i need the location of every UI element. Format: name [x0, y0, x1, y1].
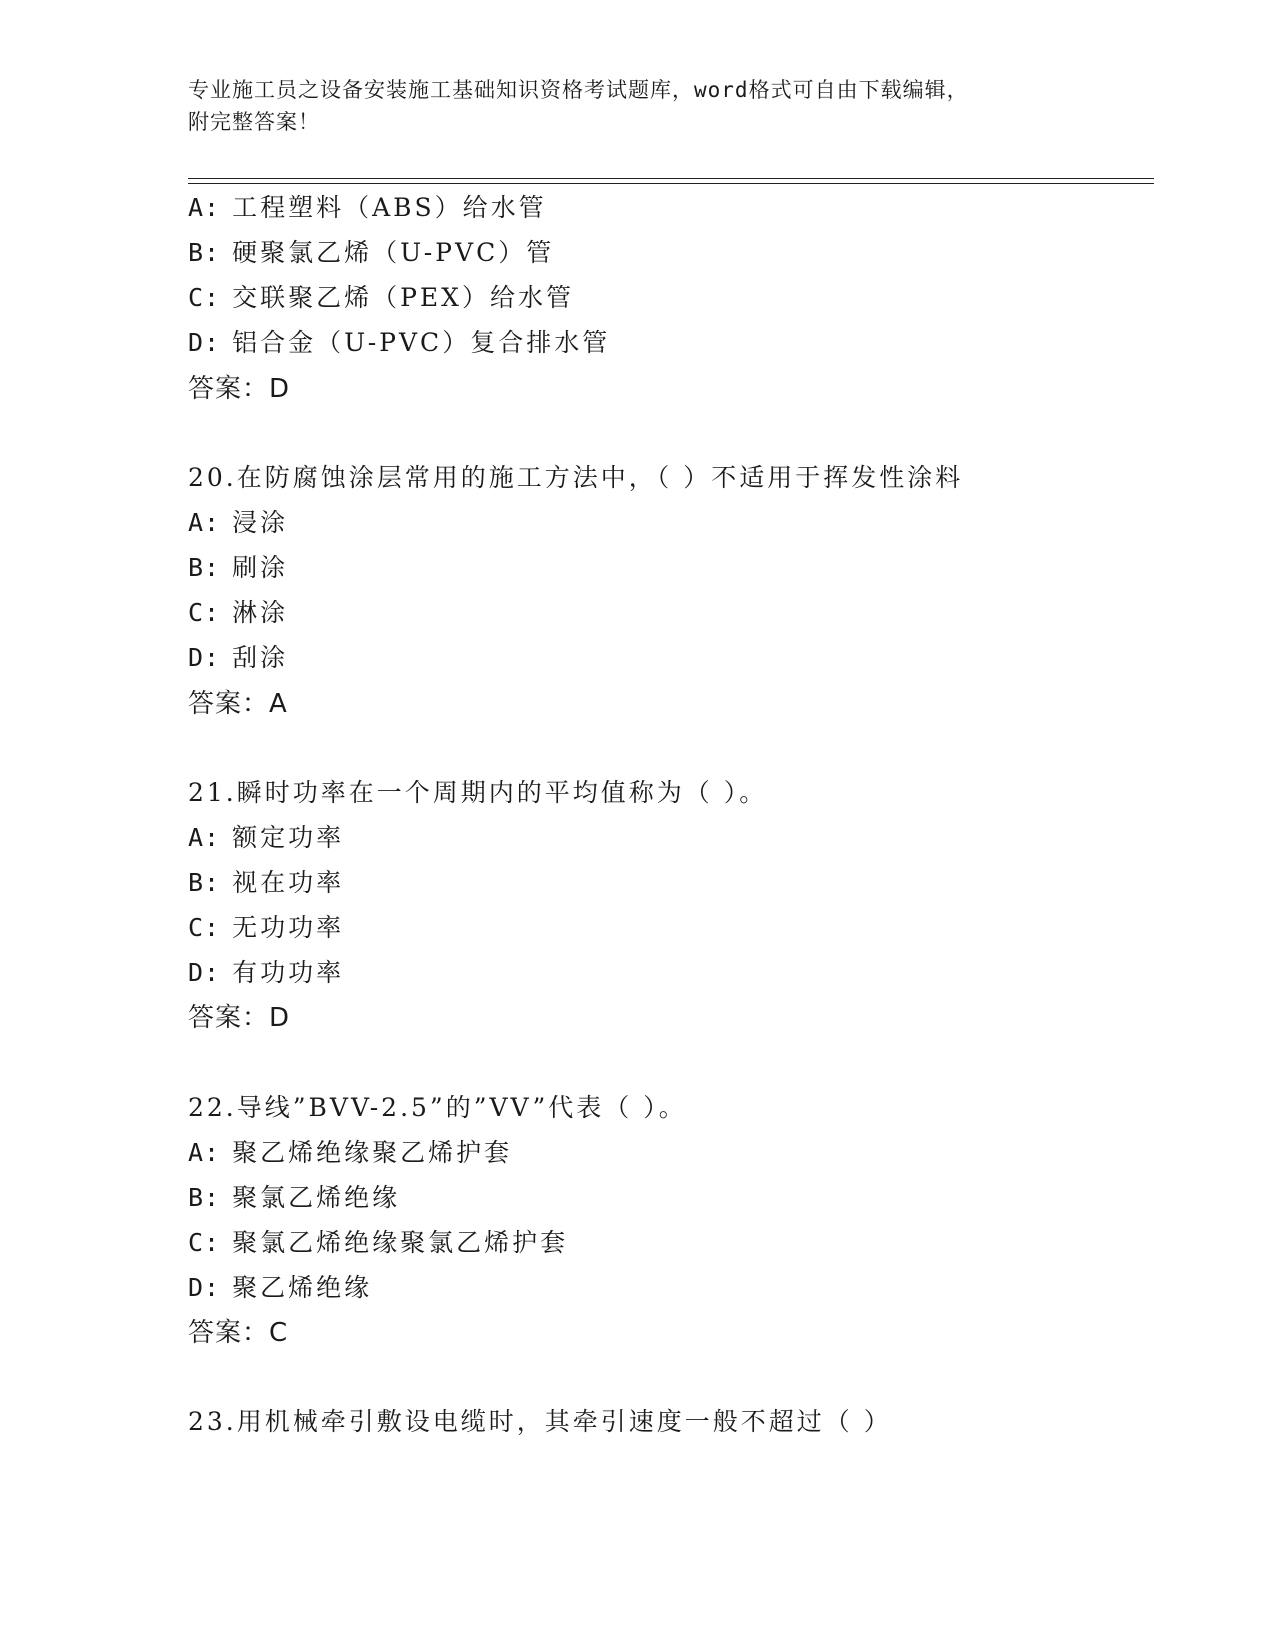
q22-option-b	[188, 1182, 400, 1214]
option-key: A:	[188, 823, 221, 852]
option-key: C:	[188, 913, 221, 942]
option-key: B:	[188, 553, 221, 582]
q22-option-d	[188, 1272, 372, 1304]
option-key: D:	[188, 1273, 221, 1302]
header-line-2: 附完整答案！	[188, 110, 320, 134]
option-key: D:	[188, 958, 221, 987]
q19-option-d	[188, 327, 610, 359]
option-key: C:	[188, 598, 221, 627]
option-text: 额定功率	[232, 823, 345, 852]
q22-option-a	[188, 1137, 512, 1169]
option-text: 聚乙烯绝缘	[232, 1273, 373, 1302]
option-key: B:	[188, 1183, 221, 1212]
document-header	[188, 74, 1088, 138]
option-text: 聚氯乙烯绝缘聚氯乙烯护套	[232, 1228, 569, 1257]
q20-option-a	[188, 507, 288, 539]
q21-option-b	[188, 867, 344, 899]
q21-question: 21.瞬时功率在一个周期内的平均值称为（ ）。	[188, 778, 768, 807]
q20-answer: 答案：A	[188, 689, 288, 719]
option-text: 淋涂	[232, 598, 289, 627]
option-text: 无功功率	[232, 913, 345, 942]
q22-option-c	[188, 1227, 568, 1259]
q20-question: 20.在防腐蚀涂层常用的施工方法中，（ ）不适用于挥发性涂料	[188, 463, 964, 492]
header-line-1: 专业施工员之设备安装施工基础知识资格考试题库，word格式可自由下载编辑，	[188, 78, 969, 102]
q19-option-c	[188, 282, 574, 314]
option-text: 有功功率	[232, 958, 345, 987]
option-key: C:	[188, 1228, 221, 1257]
option-key: C:	[188, 283, 221, 312]
option-key: D:	[188, 328, 221, 357]
q21-option-a	[188, 822, 344, 854]
q20-option-b	[188, 552, 288, 584]
option-key: B:	[188, 868, 221, 897]
option-text: 硬聚氯乙烯（U-PVC）管	[232, 238, 555, 267]
option-text: 聚乙烯绝缘聚乙烯护套	[232, 1138, 513, 1167]
option-key: D:	[188, 643, 221, 672]
option-text: 刷涂	[232, 553, 289, 582]
option-text: 视在功率	[232, 868, 345, 897]
q21-option-c	[188, 912, 344, 944]
q23-question: 23.用机械牵引敷设电缆时，其牵引速度一般不超过（ ）	[188, 1407, 892, 1436]
q21-answer: 答案：D	[188, 1003, 291, 1033]
option-text: 铝合金（U-PVC）复合排水管	[232, 328, 611, 357]
q21-option-d	[188, 957, 344, 989]
option-text: 刮涂	[232, 643, 289, 672]
option-key: A:	[188, 508, 221, 537]
q19-answer: 答案：D	[188, 374, 291, 404]
option-text: 浸涂	[232, 508, 289, 537]
q19-option-a	[188, 192, 547, 224]
option-key: A:	[188, 193, 221, 222]
option-text: 聚氯乙烯绝缘	[232, 1183, 401, 1212]
q22-answer: 答案：C	[188, 1318, 289, 1348]
option-text: 交联聚乙烯（PEX）给水管	[232, 283, 574, 312]
q20-option-d	[188, 642, 288, 674]
option-text: 工程塑料（ABS）给水管	[232, 193, 547, 222]
option-key: A:	[188, 1138, 221, 1167]
header-divider-bottom	[188, 183, 1154, 184]
q22-question: 22.导线”BVV-2.5”的”VV”代表（ ）。	[188, 1093, 687, 1122]
header-divider-top	[188, 178, 1154, 179]
q19-option-b	[188, 237, 554, 269]
q20-option-c	[188, 597, 288, 629]
option-key: B:	[188, 238, 221, 267]
